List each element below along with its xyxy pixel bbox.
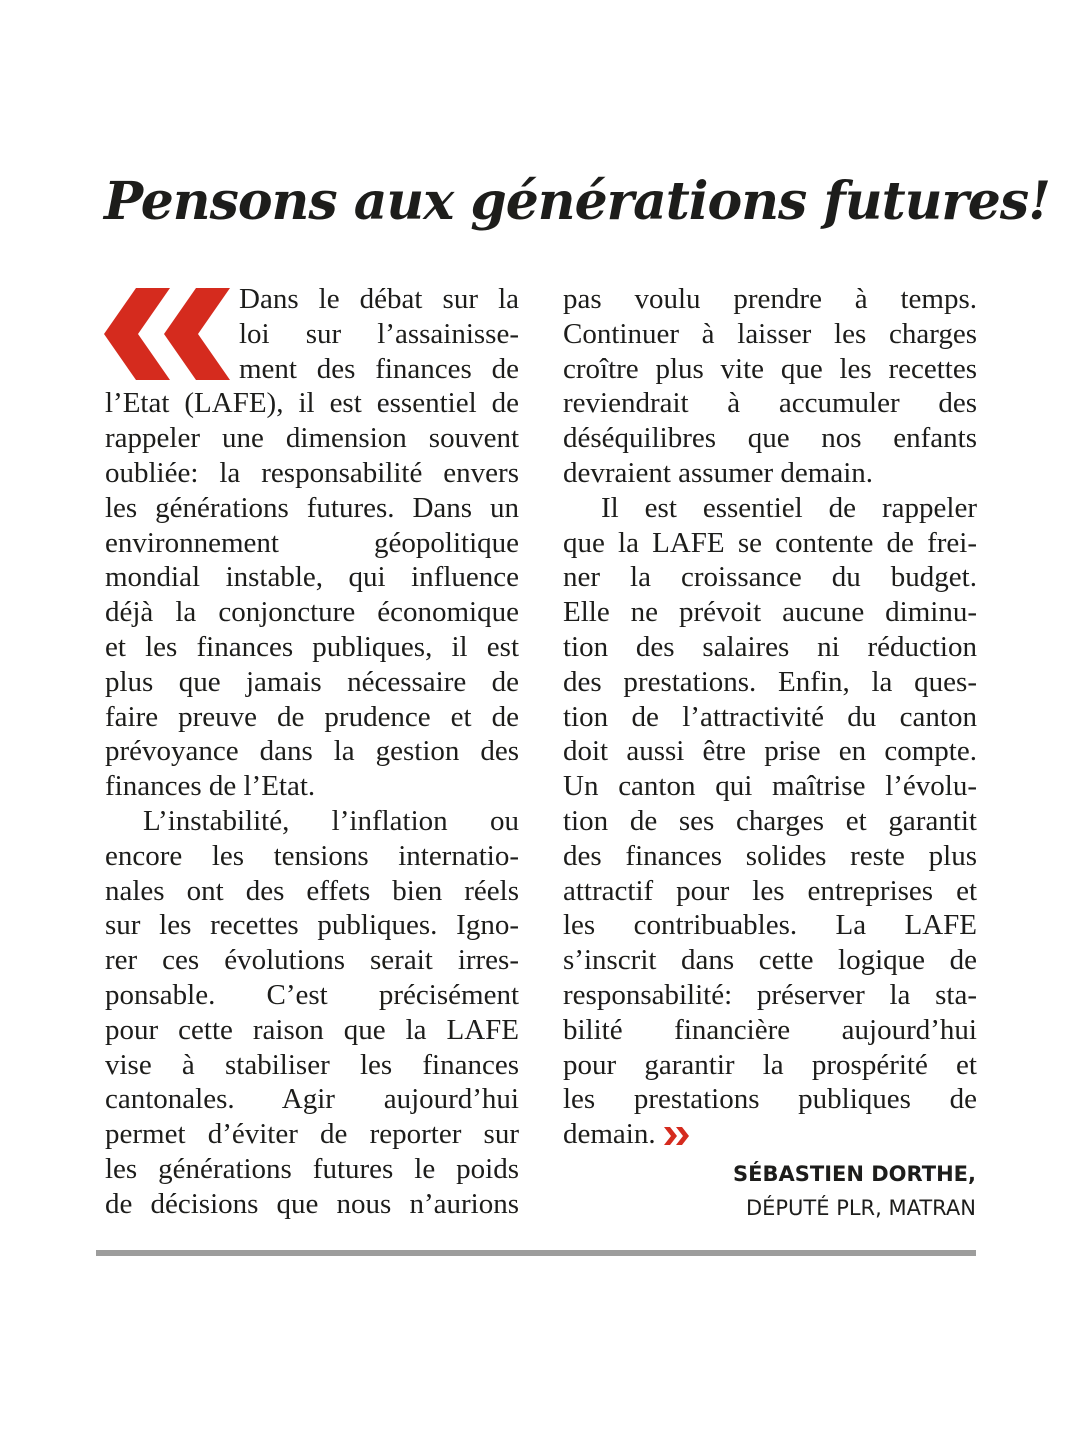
text-line: oubliée: la responsabilité envers	[105, 456, 519, 489]
text-line: sur les recettes publiques. Igno-	[105, 909, 519, 942]
text-line: que la LAFE se contente de frei-	[563, 526, 977, 559]
text-line: ponsable. C’est précisément	[105, 978, 519, 1011]
text-line: attractif pour les entreprises et	[563, 874, 977, 907]
text-line: les générations futures. Dans un	[105, 491, 519, 524]
text-line: ment des finances de	[239, 352, 519, 385]
article-column-left	[105, 282, 519, 1222]
text-line: les générations futures le poids	[105, 1152, 519, 1185]
text-line: des prestations. Enfin, la ques-	[563, 665, 977, 698]
text-line: déséquilibres que nos enfants	[563, 422, 977, 455]
text-line: déjà la conjoncture économique	[105, 596, 519, 629]
text-line: devraient assumer demain.	[563, 456, 874, 489]
author-signature	[733, 1157, 976, 1225]
text-line: nales ont des effets bien réels	[105, 874, 519, 907]
text-line: faire preuve de prudence et de	[105, 700, 519, 733]
text-line: Il est essentiel de rappeler	[601, 491, 977, 524]
text-line: responsabilité: préserver la sta-	[563, 978, 977, 1011]
text-line: de décisions que nous n’aurions	[105, 1187, 519, 1220]
text-line: pour garantir la prospérité et	[563, 1048, 977, 1081]
text-line: loi sur l’assainisse-	[239, 317, 519, 350]
text-line: cantonales. Agir aujourd’hui	[105, 1083, 519, 1116]
text-line: tion de l’attractivité du canton	[563, 700, 977, 733]
text-line: ner la croissance du budget.	[563, 561, 977, 594]
text-line: des finances solides reste plus	[563, 839, 977, 872]
text-line: tion de ses charges et garantit	[563, 804, 977, 837]
text-line: tion des salaires ni réduction	[563, 630, 977, 663]
text-line: et les finances publiques, il est	[105, 630, 519, 663]
text-line: prévoyance dans la gestion des	[105, 735, 519, 768]
text-line: L’instabilité, l’inflation ou	[143, 804, 519, 837]
text-line: pour cette raison que la LAFE	[105, 1013, 519, 1046]
text-line: l’Etat (LAFE), il est essentiel de	[105, 387, 519, 420]
text-line: encore les tensions internatio-	[105, 839, 519, 872]
text-line: reviendrait à accumuler des	[563, 387, 977, 420]
author-name: SÉBASTIEN DORTHE,	[733, 1162, 976, 1186]
article-column-right	[563, 282, 977, 1152]
text-line: environnement géopolitique	[105, 526, 519, 559]
text-line: plus que jamais nécessaire de	[105, 665, 519, 698]
text-line: finances de l’Etat.	[105, 770, 316, 803]
text-line: croître plus vite que les recettes	[563, 352, 977, 385]
final-words: demain.	[563, 1118, 656, 1151]
text-line: permet d’éviter de reporter sur	[105, 1118, 519, 1151]
text-line: bilité financière aujourd’hui	[563, 1013, 977, 1046]
text-line: Continuer à laisser les charges	[563, 317, 977, 350]
text-line: mondial instable, qui influence	[105, 561, 519, 594]
text-line: s’inscrit dans cette logique de	[563, 944, 977, 977]
bottom-divider	[96, 1250, 976, 1256]
text-line: Un canton qui maîtrise l’évolu-	[563, 770, 977, 803]
text-line: pas voulu prendre à temps.	[563, 283, 977, 315]
author-role: DÉPUTÉ PLR, MATRAN	[745, 1196, 976, 1220]
text-line: Elle ne prévoit aucune diminu-	[563, 596, 977, 629]
article-title: Pensons aux générations futures!	[104, 171, 1050, 232]
text-line-final	[563, 1117, 977, 1152]
text-line: doit aussi être prise en compte.	[563, 735, 977, 768]
text-line: les contribuables. La LAFE	[563, 909, 977, 942]
text-line: les prestations publiques de	[563, 1083, 977, 1116]
text-line: rer ces évolutions serait irres-	[105, 944, 519, 977]
double-chevron-right-icon	[664, 1127, 690, 1145]
text-line: vise à stabiliser les finances	[105, 1048, 519, 1081]
text-line: rappeler une dimension souvent	[105, 422, 519, 455]
text-line: Dans le débat sur la	[239, 283, 519, 315]
